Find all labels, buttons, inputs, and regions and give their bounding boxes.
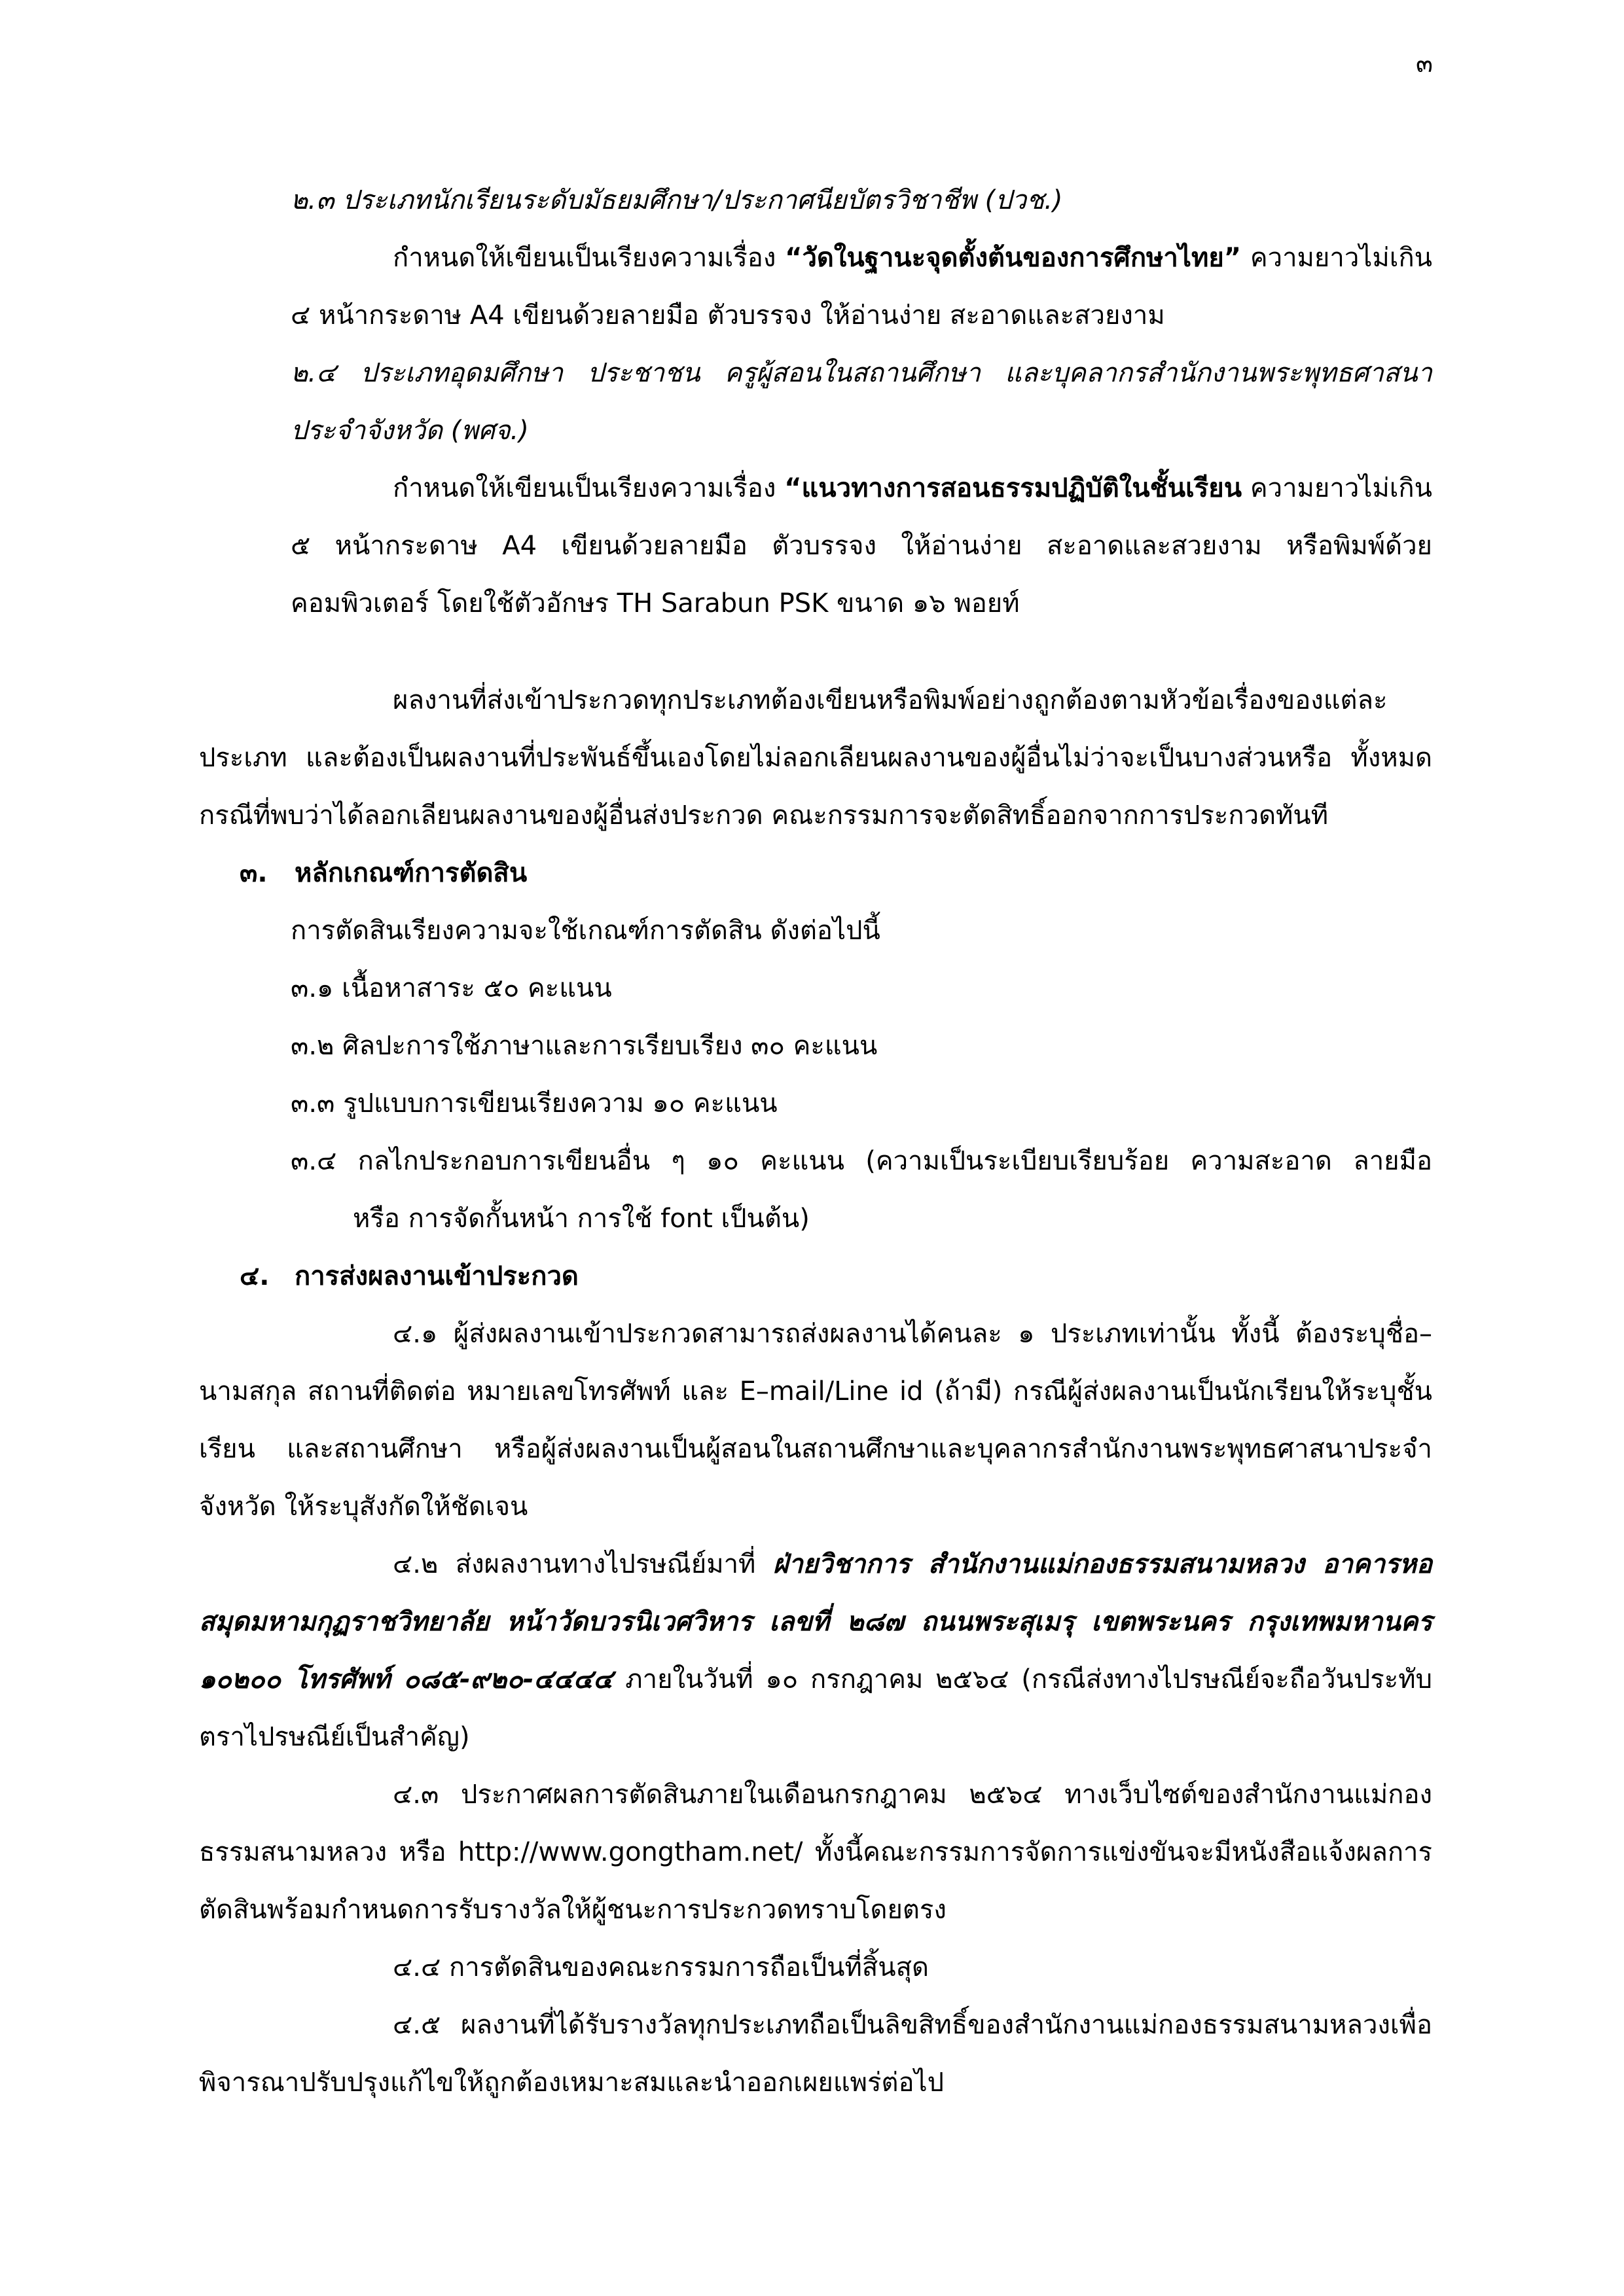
section-4-1-paragraph: ๔.๑ ผู้ส่งผลงานเข้าประกวดสามารถส่งผลงานได้คนละ ๑ ประเภทเท่านั้น ทั้งนี้ ต้องระบุชื่อ–นามสกุล สถานที่ติดต่อ หมายเลขโทรศัพท์ และ E–mail/Line id (ถ้ามี) กรณีผู้ส่งผลงานเป็นนักเรียนให้ระบุชั้นเรียน และสถานศึกษา หรือผู้ส่งผลงานเป็นผู้สอนในสถานศึกษาและบุคลากรสำนักงานพระพุทธศาสนาประจำจังหวัด ให้ระบุสังกัดให้ชัดเจน [199,1319,1432,1522]
section-2-4-text-a: กำหนดให้เขียนเป็นเรียงความเรื่อง [393,473,785,503]
section-4-title: การส่งผลงานเข้าประกวด [295,1261,579,1291]
criterion-3-3: ๓.๓ รูปแบบการเขียนเรียงความ ๑๐ คะแนน [291,1088,778,1119]
criterion-3-1: ๓.๑ เนื้อหาสาระ ๕๐ คะแนน [291,973,612,1003]
section-2-4-heading: ๒.๔ ประเภทอุดมศึกษา ประชาชน ครูผู้สอนในสถานศึกษา และบุคลากรสำนักงานพระพุทธศาสนาประจำจังหวัด (พศจ.) [291,358,1432,446]
section-2-4-text-b: ความยาวไม่เกิน ๕ หน้ากระดาษ A4 เขียนด้วยลายมือ ตัวบรรจง ให้อ่านง่าย สะอาดและสวยงาม หรือพิมพ์ด้วยคอมพิวเตอร์ โดยใช้ตัวอักษร TH Sarabun PSK ขนาด ๑๖ พอยท์ [291,473,1432,619]
criterion-3-2: ๓.๒ ศิลปะการใช้ภาษาและการเรียบเรียง ๓๐ คะแนน [291,1031,878,1061]
paragraph-spacer [199,632,1432,672]
general-rule-paragraph: ผลงานที่ส่งเข้าประกวดทุกประเภทต้องเขียนหรือพิมพ์อย่างถูกต้องตามหัวข้อเรื่องของแต่ละประเภท และต้องเป็นผลงานที่ประพันธ์ขึ้นเองโดยไม่ลอกเลียนผลงานของผู้อื่นไม่ว่าจะเป็นบางส่วนหรือ ทั้งหมด กรณีที่พบว่าได้ลอกเลียนผลงานของผู้อื่นส่งประกวด คณะกรรมการจะตัดสิทธิ์ออกจากการประกวดทันที [199,685,1432,831]
section-4-number: ๔. [240,1261,270,1291]
section-4-5-paragraph: ๔.๕ ผลงานที่ได้รับรางวัลทุกประเภทถือเป็นลิขสิทธิ์ของสำนักงานแม่กองธรรมสนามหลวงเพื่อพิจารณาปรับปรุงแก้ไขให้ถูกต้องเหมาะสมและนำออกเผยแพร่ต่อไป [199,2010,1432,2098]
page-number: ๓ [1416,49,1433,78]
section-3-heading [199,844,1432,902]
section-4-2-paragraph [199,1535,1432,1766]
criterion-3-4-line-2: หรือ การจัดกั้นหน้า การใช้ font เป็นต้น) [353,1204,810,1234]
section-3-number: ๓. [240,858,268,888]
section-2-4-body [199,459,1432,632]
section-3-title: หลักเกณฑ์การตัดสิน [295,858,528,888]
document-body [199,171,1432,2111]
criterion-3-4-line-1: ๓.๔ กลไกประกอบการเขียนอื่น ๆ ๑๐ คะแนน (ความเป็นระเบียบเรียบร้อย ความสะอาด ลายมือ [291,1146,1432,1176]
section-4-2-text-b: ภายในวันที่ ๑๐ กรกฎาคม ๒๕๖๔ (กรณีส่งทางไปรษณีย์จะถือวันประทับตราไปรษณีย์เป็นสำคัญ) [199,1664,1433,1752]
section-2-3-heading: ๒.๓ ประเภทนักเรียนระดับมัธยมศึกษา/ประกาศนียบัตรวิชาชีพ (ปวช.) [291,185,1063,215]
section-2-4-topic: “แนวทางการสอนธรรมปฏิบัติในชั้นเรียน [784,473,1242,503]
section-2-3-body [199,229,1432,344]
section-4-heading [199,1247,1432,1305]
section-4-3-paragraph: ๔.๓ ประกาศผลการตัดสินภายในเดือนกรกฎาคม ๒๕๖๔ ทางเว็บไซต์ของสำนักงานแม่กองธรรมสนามหลวง หรือ http://www.gongtham.net/ ทั้งนี้คณะกรรมการจัดการแข่งขันจะมีหนังสือแจ้งผลการตัดสินพร้อมกำหนดการรับรางวัลให้ผู้ชนะการประกวดทราบโดยตรง [199,1780,1432,1925]
section-2-3-text-b: ความยาวไม่เกิน ๔ หน้ากระดาษ A4 เขียนด้วยลายมือ ตัวบรรจง ให้อ่านง่าย สะอาดและสวยงาม [291,243,1432,331]
section-4-2-address: ฝ่ายวิชาการ สำนักงานแม่กองธรรมสนามหลวง อาคารหอสมุดมหามกุฏราชวิทยาลัย หน้าวัดบวรนิเวศวิหาร เลขที่ ๒๘๗ ถนนพระสุเมรุ เขตพระนคร กรุงเทพมหานคร ๑๐๒๐๐ โทรศัพท์ ๐๘๕-๙๒๐-๔๔๔๔ [199,1549,1432,1695]
section-3-intro: การตัดสินเรียงความจะใช้เกณฑ์การตัดสิน ดังต่อไปนี้ [291,916,880,946]
section-2-3-text-a: กำหนดให้เขียนเป็นเรียงความเรื่อง [393,243,785,273]
section-4-2-text-a: ๔.๒ ส่งผลงานทางไปรษณีย์มาที่ [393,1549,773,1579]
section-2-3-topic: “วัดในฐานะจุดตั้งต้นของการศึกษาไทย” [785,243,1242,273]
section-4-4-paragraph: ๔.๔ การตัดสินของคณะกรรมการถือเป็นที่สิ้นสุด [393,1952,929,1982]
